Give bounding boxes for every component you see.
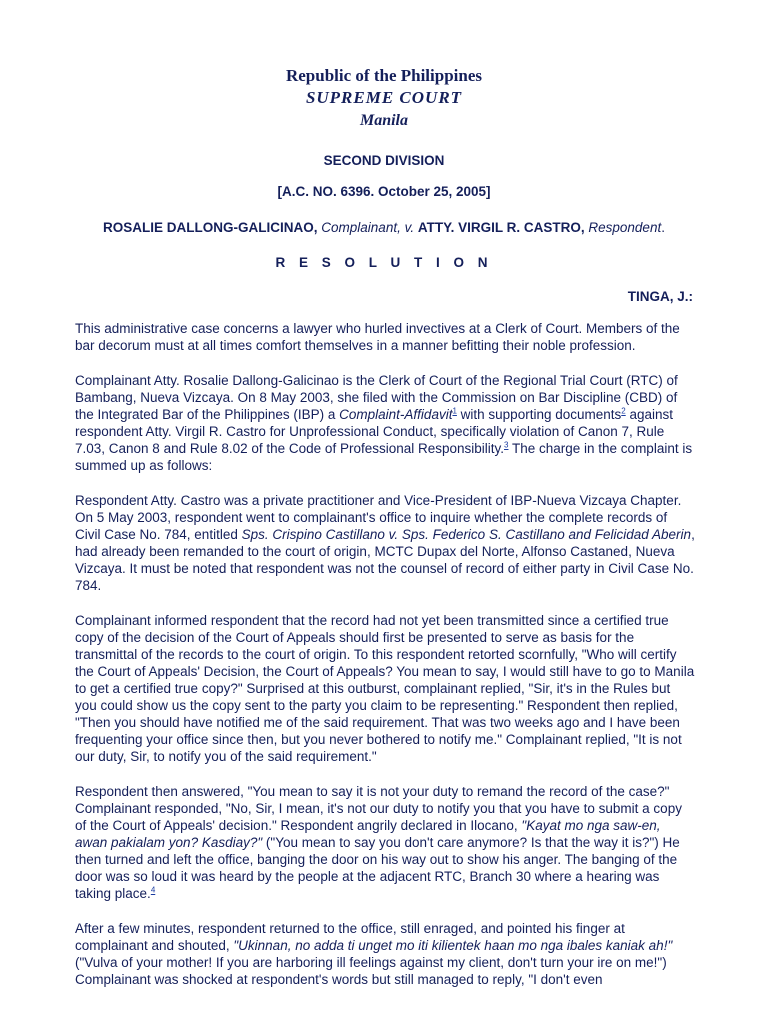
paragraph-3 (75, 492, 695, 594)
respondent-name: ATTY. VIRGIL R. CASTRO, (417, 220, 585, 235)
footnote-link-2[interactable]: 2 (621, 406, 626, 416)
document-body (75, 320, 695, 1006)
paragraph-4: Complainant informed respondent that the record had not yet been transmitted since a certified true copy of the decision of the Court of Appeals should first be presented to serve as basis for the transmittal of the records to the court of origin. To this respondent retorted scornfully, "Who will certify the Court of Appeals' Decision, the Court of Appeals? You mean to say, I would still have to go to Manila to get a certified true copy?" Surprised at this outburst, complainant replied, "Sir, it's in the Rules but you could show us the copy sent to the party you claim to be representing." Respondent then replied, "Then you should have notified me of the said requirement. That was two weeks ago and I have been frequenting your office since then, but you never bothered to notify me." Complainant replied, "It is not our duty, Sir, to notify you of the said requirement." (75, 613, 695, 764)
ilocano-quote-2: "Ukinnan, no adda ti unget mo iti kilientek haan mo nga ibales kaniak ah!" (233, 938, 673, 953)
complainant-name: ROSALIE DALLONG-GALICINAO, (103, 220, 318, 235)
complaint-affidavit-title: Complaint-Affidavit (339, 407, 453, 422)
ponente: TINGA, J.: (627, 289, 693, 304)
paragraph-3-text-a: Respondent Atty. Castro was a private practitioner and Vice-President of IBP-Nueva Vizcaya Chapter. On 5 May 2003, respondent went to complainant's office to inquire whether the complete records of Civil Case No. 784, entitled (75, 493, 682, 542)
paragraph-2-text-c: with supporting documents (456, 407, 622, 422)
header-supreme-court: SUPREME COURT (305, 88, 463, 107)
paragraph-5-text-c: ("You mean to say you don't care anymore? Is that the way it is?") He then turned and left the office, banging the door on his way out to show his anger. The banging of the door was so loud it was heard by the people at the adjacent RTC, Branch 30 where a hearing was taking place. (75, 835, 680, 901)
header-manila: Manila (359, 112, 408, 129)
header-republic: Republic of the Philippines (285, 66, 482, 85)
paragraph-1: This administrative case concerns a lawyer who hurled invectives at a Clerk of Court. Members of the bar decorum must at all times comfort themselves in a manner befitting their noble profession. (75, 321, 680, 353)
footnote-link-1[interactable]: 1 (452, 406, 457, 416)
case-title: Sps. Crispino Castillano v. Sps. Federico S. Castillano and Felicidad Aberin (241, 527, 692, 542)
division-title: SECOND DIVISION (323, 153, 445, 168)
paragraph-6-text-c: ("Vulva of your mother! If you are harboring ill feelings against my client, don't turn your ire on me!") Complainant was shocked at respondent's words but still managed to reply, "I don't even (75, 955, 667, 987)
case-number: [A.C. NO. 6396. October 25, 2005] (277, 184, 491, 199)
paragraph-6-text-a: After a few minutes, respondent returned to the office, still enraged, and pointed his finger at complainant and shouted, (75, 921, 625, 953)
case-parties (0, 220, 768, 235)
paragraph-6 (75, 920, 695, 988)
paragraph-2-text-d: against respondent Atty. Virgil R. Castro for Unprofessional Conduct, specifically violation of Canon 7, Rule 7.03, Canon 8 and Rule 8.02 of the Code of Professional Responsibility. (75, 407, 673, 456)
footnote-link-4[interactable]: 4 (150, 885, 156, 895)
respondent-role: Respondent (588, 220, 662, 235)
parties-end: . (661, 220, 665, 235)
document-type: R E S O L U T I O N (275, 255, 493, 270)
paragraph-2 (75, 372, 695, 474)
ilocano-quote-1: "Kayat mo nga saw-en, awan pakialam yon? Kasdiay?" (75, 818, 661, 850)
versus-label: , v. (397, 220, 415, 235)
paragraph-5-text-a: Respondent then answered, "You mean to say it is not your duty to remand the record of the case?" Complainant responded, "No, Sir, I mean, it's not our duty to notify you that you have to submit a copy of the Court of Appeals' decision." Respondent angrily declared in Ilocano, (75, 784, 682, 833)
paragraph-3-text-c: , had already been remanded to the court of origin, MCTC Dupax del Norte, Alfonso Castaned, Nueva Vizcaya. It must be noted that respondent was not the counsel of record of either party in Civil Case No. 784. (75, 527, 695, 593)
paragraph-2-text-e: The charge in the complaint is summed up as follows: (75, 441, 693, 473)
complainant-role: Complainant (321, 220, 398, 235)
paragraph-5 (75, 783, 695, 902)
footnote-link-3[interactable]: 3 (504, 440, 509, 450)
paragraph-2-text-a: Complainant Atty. Rosalie Dallong-Galicinao is the Clerk of Court of the Regional Trial Court (RTC) of Bambang, Nueva Vizcaya. On 8 May 2003, she filed with the Commission on Bar Discipline (CBD) of the Integrated Bar of the Philippines (IBP) a (75, 373, 678, 422)
